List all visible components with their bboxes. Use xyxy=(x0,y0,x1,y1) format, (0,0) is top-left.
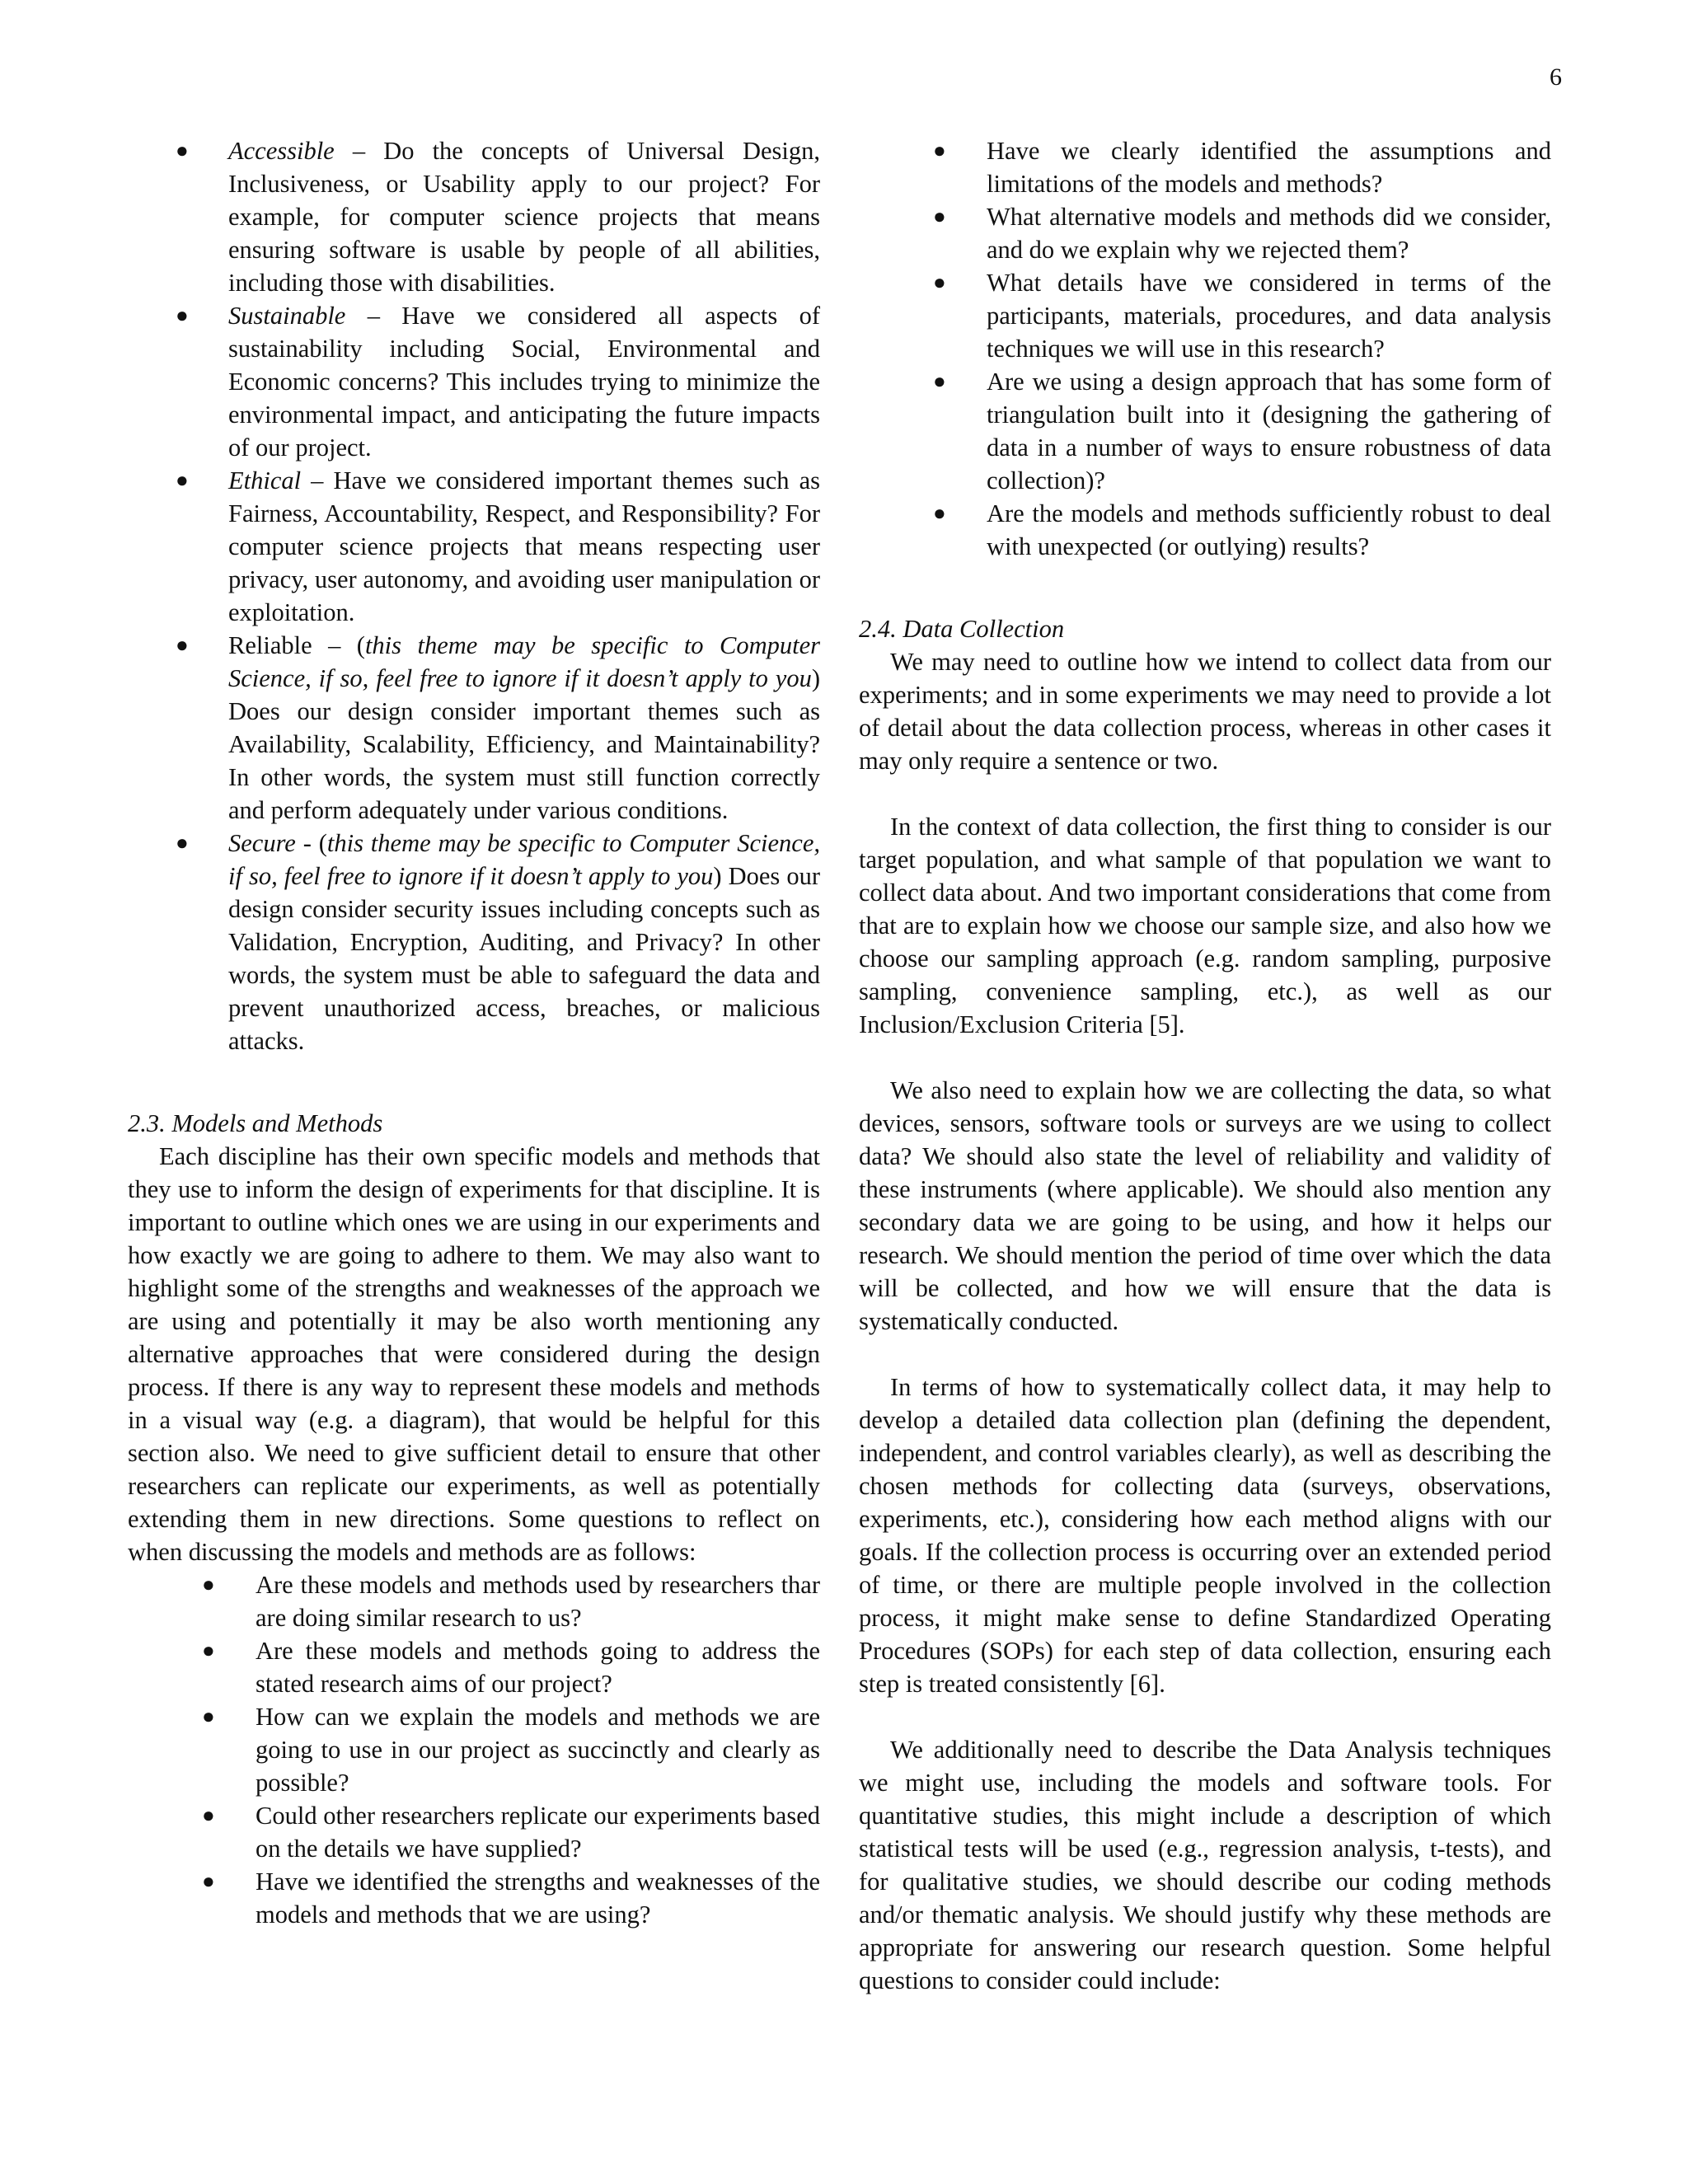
theme-note: this theme may be specific to Computer Science, if so, feel free to ignore if it doesn’t apply to you xyxy=(228,631,820,692)
list-item xyxy=(128,134,820,299)
bullet-icon: ● xyxy=(933,501,946,525)
theme-text: ) Does our design consider security issues including concepts such as Validation, Encryption, Auditing, and Privacy? In other words, the system must be able to safeguard the data and prevent unauthorized access, breaches, or malicious attacks. xyxy=(228,862,820,1055)
question-text: Could other researchers replicate our experiments based on the details we have supplied? xyxy=(256,1802,820,1863)
list-item xyxy=(128,1568,820,1634)
theme-separator: – ( xyxy=(312,631,365,659)
section-heading-data-collection: 2.4. Data Collection xyxy=(859,615,1065,643)
list-item xyxy=(859,365,1551,497)
theme-separator: – xyxy=(301,466,334,494)
question-text: Have we identified the strengths and weaknesses of the models and methods that we are using? xyxy=(256,1868,820,1929)
question-text: Are the models and methods sufficiently robust to deal with unexpected (or outlying) results? xyxy=(987,499,1551,560)
bullet-icon: ● xyxy=(202,1803,215,1827)
bullet-icon: ● xyxy=(176,468,189,492)
bullet-icon: ● xyxy=(202,1704,215,1728)
theme-separator: – xyxy=(334,137,384,165)
theme-name: Sustainable xyxy=(228,302,346,330)
list-item xyxy=(859,266,1551,365)
bullet-icon: ● xyxy=(933,204,946,228)
question-text: Have we clearly identified the assumptions and limitations of the models and methods? xyxy=(987,137,1551,198)
data-collection-paragraph: We additionally need to describe the Data Analysis techniques we might use, including the models and software tools. For quantitative studies, this might include a description of which statistical tests will be used (e.g., regression analysis, t-tests), and for qualitative studies, we should describe our coding methods and/or thematic analysis. We should justify why these methods are appropriate for answering our research question. Some helpful questions to consider could include: xyxy=(859,1736,1551,1994)
bullet-icon: ● xyxy=(176,138,189,162)
bullet-icon: ● xyxy=(933,270,946,294)
right-column xyxy=(859,134,1551,1997)
bullet-icon: ● xyxy=(933,369,946,393)
page-number: 6 xyxy=(1550,63,1562,91)
theme-separator: – xyxy=(345,302,402,330)
section-heading-models-methods: 2.3. Models and Methods xyxy=(128,1109,383,1137)
list-item xyxy=(128,1799,820,1865)
question-text: What details have we considered in terms of the participants, materials, procedures, and data analysis techniques we will use in this research? xyxy=(987,269,1551,363)
model-questions-list xyxy=(128,1568,820,1931)
question-text: Are we using a design approach that has some form of triangulation built into it (designing the gathering of data in a number of ways to ensure robustness of data collection)? xyxy=(987,368,1551,494)
theme-text: Have we considered all aspects of sustainability including Social, Environmental and Economic concerns? This includes trying to minimize the environmental impact, and anticipating the future impacts of our project. xyxy=(228,302,820,462)
list-item xyxy=(859,497,1551,563)
theme-note: this theme may be specific to Computer Science, if so, feel free to ignore if it doesn’t apply to you xyxy=(228,829,820,890)
theme-text: Do the concepts of Universal Design, Inclusiveness, or Usability apply to our project? For example, for computer science projects that means ensuring software is usable by people of all abilities, including those with disabilities. xyxy=(228,137,820,297)
model-questions-list-continued xyxy=(859,134,1551,563)
data-collection-paragraph: In the context of data collection, the first thing to consider is our target population, and what sample of that population we want to collect data about. And two important considerations that come from that are to explain how we choose our sample size, and also how we choose our sampling approach (e.g. random sampling, purposive sampling, convenience sampling, etc.), as well as our Inclusion/Exclusion Criteria [5]. xyxy=(859,813,1551,1038)
bullet-icon: ● xyxy=(176,633,189,657)
list-item xyxy=(128,629,820,827)
models-methods-paragraph: Each discipline has their own specific models and methods that they use to inform the design of experiments for that discipline. It is important to outline which ones we are using in our experiments and how exactly we are going to adhere to them. We may also want to highlight some of the strengths and weaknesses of the approach we are using and potentially it may be also worth mentioning any alternative approaches that were considered during the design process. If there is any way to represent these models and methods in a visual way (e.g. a diagram), that would be helpful for this section also. We need to give sufficient detail to ensure that other researchers can replicate our experiments, as well as potentially extending them in new directions. Some questions to reflect on when discussing the models and methods are as follows: xyxy=(128,1142,820,1566)
list-item xyxy=(859,200,1551,266)
theme-name: Secure xyxy=(228,829,296,857)
list-item xyxy=(128,464,820,629)
bullet-icon: ● xyxy=(176,831,189,855)
question-text: Are these models and methods going to address the stated research aims of our project? xyxy=(256,1637,820,1698)
bullet-icon: ● xyxy=(933,138,946,162)
bullet-icon: ● xyxy=(202,1869,215,1893)
data-collection-paragraph: We also need to explain how we are collecting the data, so what devices, sensors, software tools or surveys are we using to collect data? We should also state the level of reliability and validity of these instruments (where applicable). We should also mention any secondary data we are going to be using, and how it helps our research. We should mention the period of time over which the data will be collected, and how we will ensure that the data is systematically conducted. xyxy=(859,1076,1551,1335)
question-text: What alternative models and methods did we consider, and do we explain why we rejected them? xyxy=(987,203,1551,264)
theme-name: Accessible xyxy=(228,137,335,165)
question-text: How can we explain the models and methods we are going to use in our project as succinctly and clearly as possible? xyxy=(256,1703,820,1797)
bullet-icon: ● xyxy=(202,1572,215,1596)
list-item xyxy=(128,827,820,1057)
design-themes-list xyxy=(128,134,820,1057)
list-item xyxy=(128,1634,820,1700)
left-column xyxy=(128,134,820,1931)
list-item xyxy=(128,1700,820,1799)
bullet-icon: ● xyxy=(176,303,189,327)
data-collection-paragraph: In terms of how to systematically collect data, it may help to develop a detailed data collection plan (defining the dependent, independent, and control variables clearly), as well as describing the chosen methods for collecting data (surveys, observations, experiments, etc.), considering how each method aligns with our goals. If the collection process is occurring over an extended period of time, or there are multiple people involved in the collection process, it might make sense to define Standardized Operating Procedures (SOPs) for each step of data collection, ensuring each step is treated consistently [6]. xyxy=(859,1373,1551,1698)
question-text: Are these models and methods used by researchers thar are doing similar research to us? xyxy=(256,1571,820,1632)
data-collection-paragraph: We may need to outline how we intend to collect data from our experiments; and in some experiments we may need to provide a lot of detail about the data collection process, whereas in other cases it may only require a sentence or two. xyxy=(859,648,1551,775)
theme-name: Reliable xyxy=(228,631,312,659)
list-item xyxy=(128,1865,820,1931)
theme-text: Have we considered important themes such as Fairness, Accountability, Respect, and Responsibility? For computer science projects that means respecting user privacy, user autonomy, and avoiding user manipulation or exploitation. xyxy=(228,466,821,626)
list-item xyxy=(859,134,1551,200)
theme-name: Ethical xyxy=(228,466,302,494)
list-item xyxy=(128,299,820,464)
theme-separator: - ( xyxy=(295,829,327,857)
bullet-icon: ● xyxy=(202,1638,215,1662)
theme-text: ) Does our design consider important themes such as Availability, Scalability, Efficiency, and Maintainability? In other words, the system must still function correctly and perform adequately under various conditions. xyxy=(228,664,820,824)
